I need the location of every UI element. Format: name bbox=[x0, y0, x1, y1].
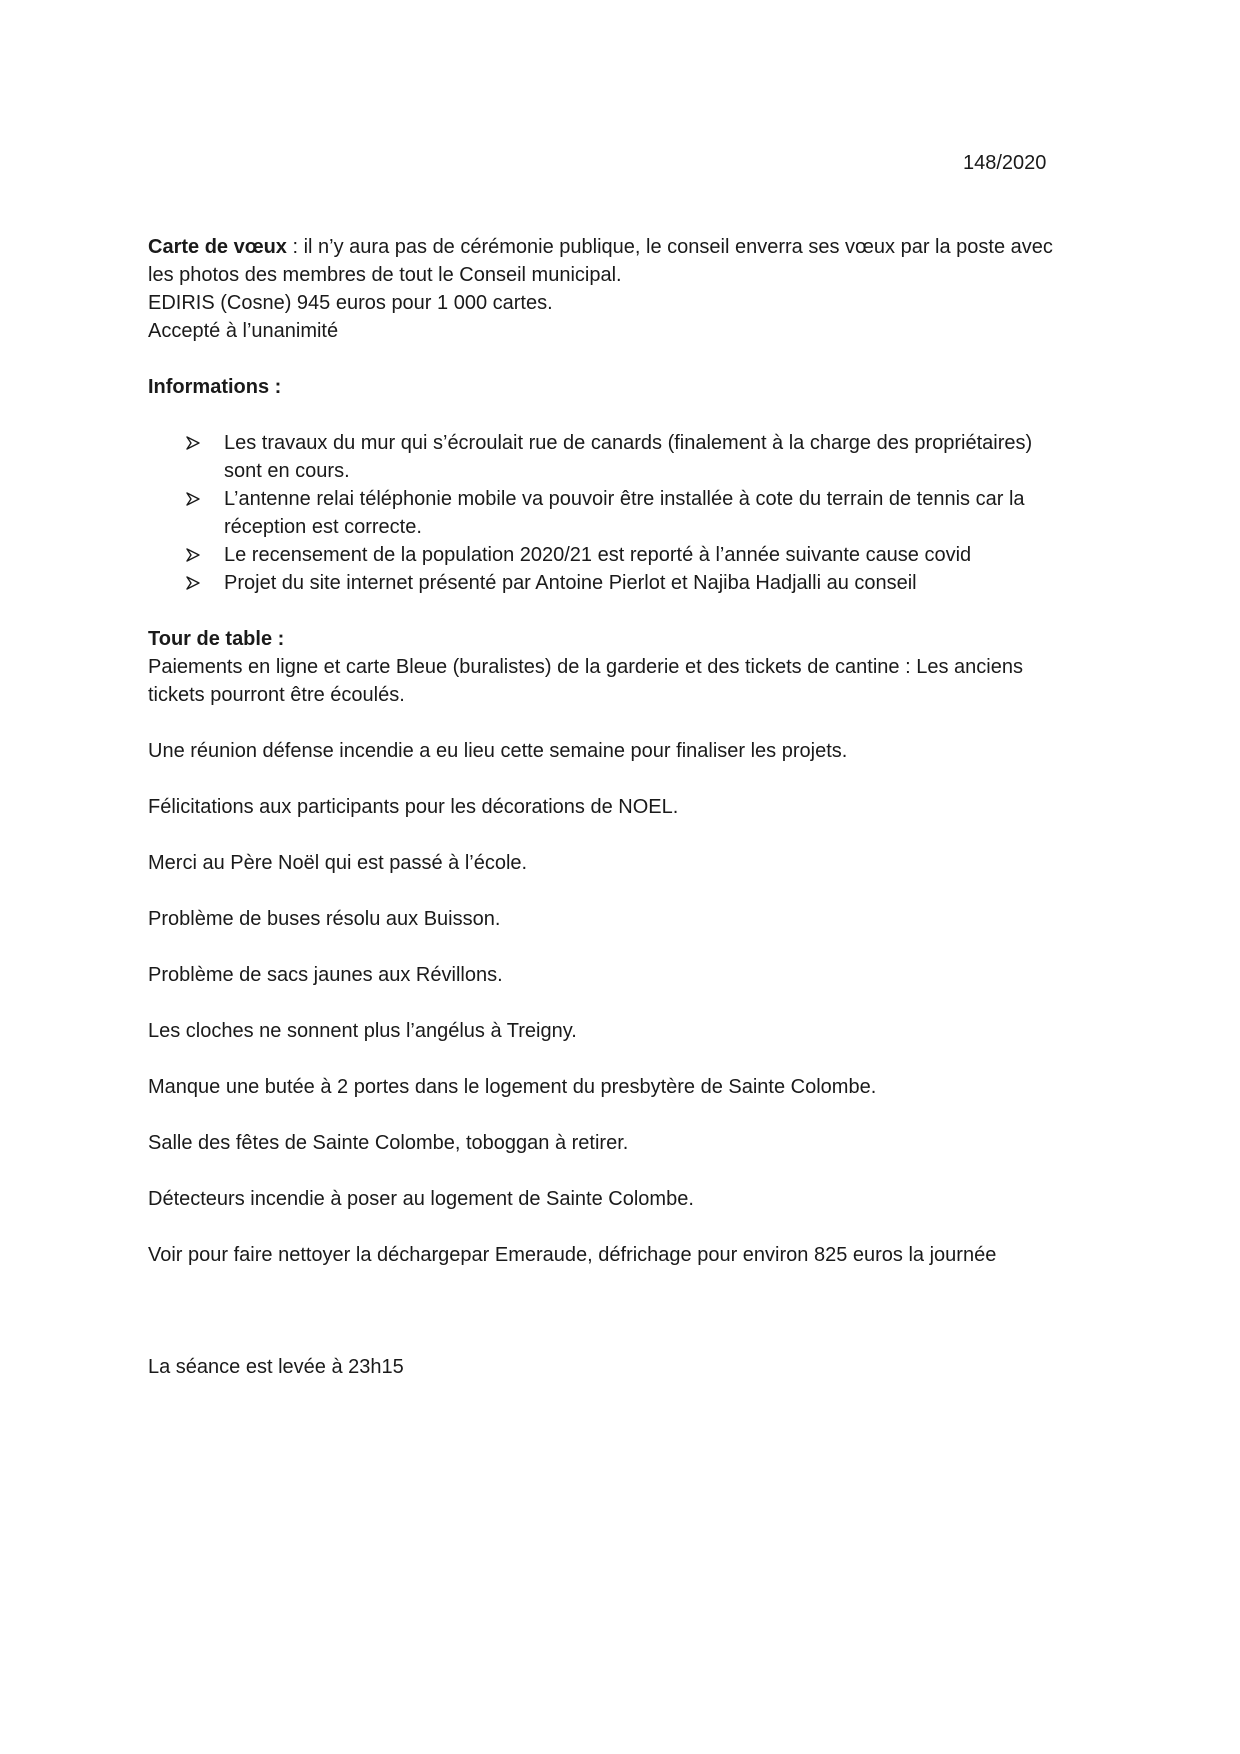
closing-statement: La séance est levée à 23h15 bbox=[148, 1356, 404, 1378]
list-item bbox=[148, 429, 1098, 485]
list-item-line1: Projet du site internet présenté par Antoine Pierlot et Najiba Hadjalli au conseil bbox=[224, 572, 917, 594]
list-item-line1: L’antenne relai téléphonie mobile va pouvoir être installée à cote du terrain de tennis car la bbox=[224, 488, 1025, 510]
section-carte-voeux bbox=[148, 233, 1098, 345]
section-tour-de-table bbox=[148, 625, 1098, 1269]
tour-de-table-item: Les cloches ne sonnent plus l’angélus à Treigny. bbox=[148, 1020, 577, 1042]
tour-de-table-item: Salle des fêtes de Sainte Colombe, toboggan à retirer. bbox=[148, 1132, 629, 1154]
carte-voeux-paragraph bbox=[148, 233, 1098, 261]
list-item bbox=[148, 485, 1098, 541]
list-item-line1: Les travaux du mur qui s’écroulait rue de canards (finalement à la charge des propriétaires) bbox=[224, 432, 1033, 454]
list-item bbox=[148, 541, 1098, 569]
carte-voeux-quote: EDIRIS (Cosne) 945 euros pour 1 000 cartes. bbox=[148, 292, 553, 314]
tour-de-table-item: Problème de sacs jaunes aux Révillons. bbox=[148, 964, 503, 986]
informations-list bbox=[148, 429, 1098, 597]
arrow-bullet-icon bbox=[186, 436, 200, 450]
tour-de-table-item: Félicitations aux participants pour les décorations de NOEL. bbox=[148, 796, 679, 818]
list-item-line2: sont en cours. bbox=[224, 460, 350, 482]
document-body bbox=[148, 233, 1098, 1381]
carte-voeux-text-line1: : il n’y aura pas de cérémonie publique, le conseil enverra ses vœux par la poste avec bbox=[286, 236, 1053, 258]
tour-de-table-intro-line2: tickets pourront être écoulés. bbox=[148, 684, 405, 706]
informations-heading: Informations : bbox=[148, 376, 282, 398]
tour-de-table-item: Merci au Père Noël qui est passé à l’école. bbox=[148, 852, 528, 874]
arrow-bullet-icon bbox=[186, 548, 200, 562]
arrow-bullet-icon bbox=[186, 576, 200, 590]
carte-voeux-vote: Accepté à l’unanimité bbox=[148, 320, 339, 342]
tour-de-table-item: Manque une butée à 2 portes dans le logement du presbytère de Sainte Colombe. bbox=[148, 1076, 877, 1098]
tour-de-table-heading: Tour de table : bbox=[148, 628, 285, 650]
tour-de-table-intro-line1: Paiements en ligne et carte Bleue (buralistes) de la garderie et des tickets de cantine : Les anciens bbox=[148, 656, 1023, 678]
carte-voeux-text-line2: les photos des membres de tout le Conseil municipal. bbox=[148, 264, 622, 286]
page-number: 148/2020 bbox=[963, 152, 1047, 174]
tour-de-table-item: Problème de buses résolu aux Buisson. bbox=[148, 908, 501, 930]
tour-de-table-item: Détecteurs incendie à poser au logement de Sainte Colombe. bbox=[148, 1188, 694, 1210]
list-item-line2: réception est correcte. bbox=[224, 516, 422, 538]
section-informations bbox=[148, 373, 1098, 597]
list-item bbox=[148, 569, 1098, 597]
tour-de-table-item: Voir pour faire nettoyer la déchargepar Emeraude, défrichage pour environ 825 euros la journée bbox=[148, 1244, 997, 1266]
arrow-bullet-icon bbox=[186, 492, 200, 506]
tour-de-table-item: Une réunion défense incendie a eu lieu cette semaine pour finaliser les projets. bbox=[148, 740, 848, 762]
carte-voeux-heading: Carte de vœux bbox=[148, 236, 287, 258]
list-item-line1: Le recensement de la population 2020/21 est reporté à l’année suivante cause covid bbox=[224, 544, 972, 566]
